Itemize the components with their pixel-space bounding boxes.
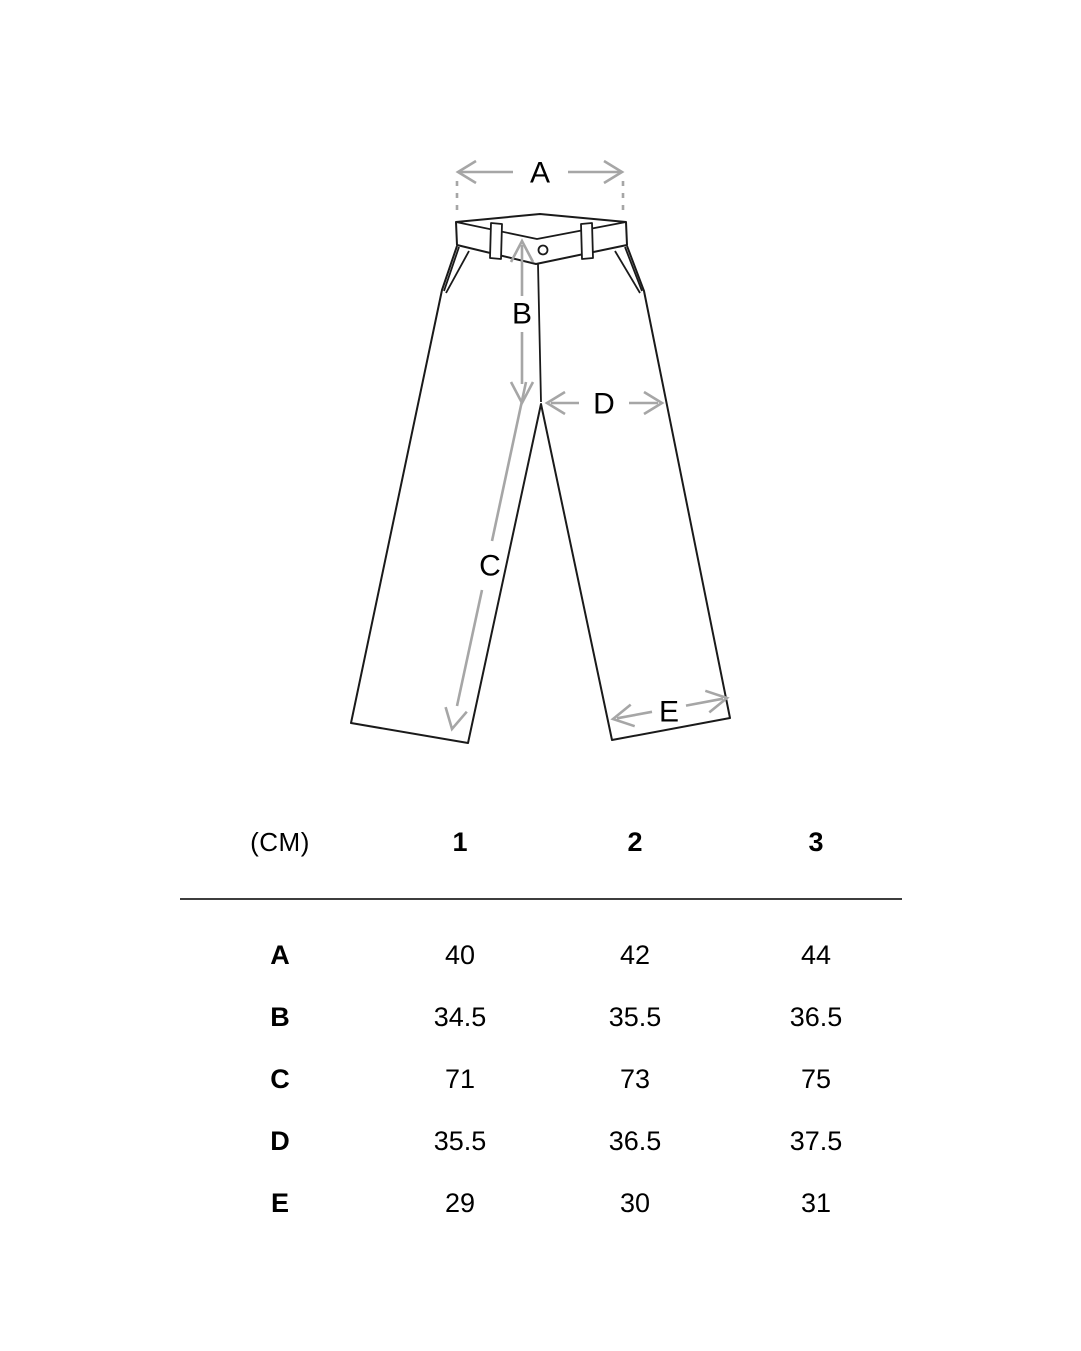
table-cell: 42 — [619, 939, 651, 970]
row-label: D — [270, 1125, 290, 1156]
table-row — [180, 1172, 902, 1234]
size-column-2: 2 — [627, 826, 643, 857]
table-row — [180, 986, 902, 1048]
table-cell: 73 — [619, 1063, 651, 1094]
unit-label: (CM) — [250, 826, 310, 857]
pants-body-outline — [351, 246, 730, 743]
measure-label-c: C — [479, 549, 501, 583]
size-table-body — [180, 900, 902, 1234]
table-cell: 29 — [444, 1187, 476, 1218]
table-row — [180, 924, 902, 986]
row-label: C — [270, 1063, 290, 1094]
belt-loop-right — [581, 223, 593, 259]
size-column-3: 3 — [808, 826, 824, 857]
row-label: B — [270, 1001, 290, 1032]
table-cell: 36.5 — [789, 1001, 843, 1032]
size-column-1: 1 — [452, 826, 468, 857]
table-cell: 30 — [619, 1187, 651, 1218]
table-cell: 36.5 — [608, 1125, 662, 1156]
table-row — [180, 1048, 902, 1110]
size-table — [180, 820, 902, 1234]
row-label: E — [270, 1187, 289, 1218]
table-cell: 44 — [800, 939, 832, 970]
table-cell: 40 — [444, 939, 476, 970]
table-cell: 35.5 — [433, 1125, 487, 1156]
belt-loop-left — [490, 223, 502, 259]
table-cell: 71 — [444, 1063, 476, 1094]
table-cell: 37.5 — [789, 1125, 843, 1156]
table-cell: 75 — [800, 1063, 832, 1094]
measure-label-e: E — [658, 695, 680, 729]
row-label: A — [270, 939, 290, 970]
table-cell: 34.5 — [433, 1001, 487, 1032]
waist-button — [539, 246, 548, 255]
measure-label-d: D — [593, 387, 615, 421]
table-row — [180, 1110, 902, 1172]
table-cell: 31 — [800, 1187, 832, 1218]
measure-label-a: A — [529, 156, 551, 190]
measure-label-b: B — [511, 297, 533, 331]
size-table-header — [180, 820, 902, 864]
table-cell: 35.5 — [608, 1001, 662, 1032]
